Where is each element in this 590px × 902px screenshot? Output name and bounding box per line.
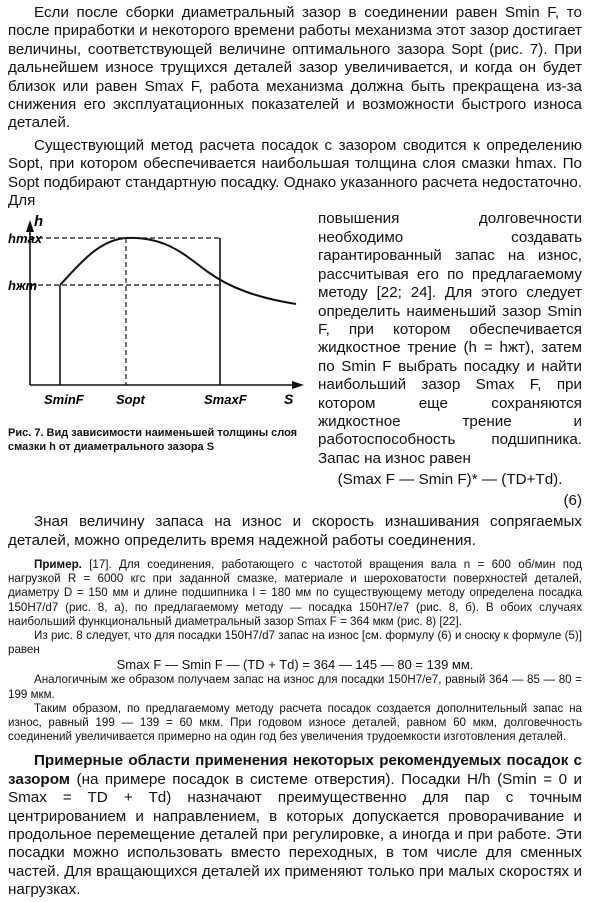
- h-curve: [60, 238, 296, 304]
- page: [8, 4, 582, 900]
- figure-7: [8, 210, 306, 509]
- example-paragraph-3: Аналогичным же образом получаем запас на износ для посадки 150H7/e7, равный 364 — 85 — 80 = 199 мкм.: [8, 673, 582, 701]
- paragraph-4-heading: Примерные области применения некоторых рекомендуемых посадок с зазором: [8, 752, 582, 788]
- text-column: [318, 210, 582, 509]
- paragraph-3: Зная величину запаса на износ и скорость изнашивания сопрягаемых деталей, можно определить время надежной работы соединения.: [8, 513, 582, 549]
- paragraph-1: Если после сборки диаметральный зазор в соединении равен Smin F, то после приработки и некоторого времени работы механизма этот зазор достигает величины, соответствующей величине оптимального зазора Sopt (рис. 7). При дальнейшем износе трущихся деталей зазор увеличивается, и когда он будет близок или равен Smax F, работа механизма должна быть прекращена из-за снижения его эксплуатационных показателей и возможности быстрого износа деталей.: [8, 4, 582, 132]
- figure-row: [8, 210, 582, 509]
- equation-number: (6): [563, 492, 582, 510]
- example-label: Пример.: [34, 557, 82, 571]
- label-smaxf: SmaxF: [204, 392, 247, 408]
- paragraph-2-continued: повышения долговечности необходимо создавать гарантированный запас на износ, рассчитывая его по предлагаемому методу [22; 24]. Для этого следует определить наименьший зазор Smin F, при котором обеспечивается жидкостное трение (h = hжт), затем по Smin F выбрать посадку и найти наибольший зазор Smax F, при котором еще сохраняются жидкостное трение и работоспособность подшипника. Запас на износ равен: [318, 210, 582, 467]
- example-paragraph: [8, 558, 582, 629]
- x-axis-label: S: [284, 391, 294, 408]
- paragraph-2: Существующий метод расчета посадок с зазором сводится к определению Sopt, при котором обеспечивается наибольшая толщина слоя смазки hmax. По Sopt подбирают стандартную посадку. Однако указанного расчета недостаточно. Для: [8, 136, 582, 210]
- label-sopt: Sopt: [116, 392, 145, 408]
- label-hzht: hжт: [8, 278, 38, 294]
- example-paragraph-2: Из рис. 8 следует, что для посадки 150H7/d7 запас на износ [см. формулу (6) и сноску к формуле (5)] равен: [8, 628, 582, 657]
- paragraph-4-text: (на примере посадок в системе отверстия). Посадки H/h (Smin = 0 и Smax = TD + Td) назначают преимущественно для пар с точным центрированием и направлением, в которых допускается проворачивание и продольное перемещение деталей при регулировке, а иногда и при работе. Эти посадки можно использовать вместо переходных, в том числе для сменных частей. Для вращающихся деталей их применяют только при малых скоростях и нагрузках.: [8, 770, 582, 899]
- paragraph-4: [8, 752, 582, 899]
- figure-caption: Рис. 7. Вид зависимости наименьшей толщины слоя смазки h от диаметрального зазора S: [8, 427, 298, 453]
- figure-7-graph: [8, 210, 306, 420]
- example-formula: Smax F — Smin F — (TD + Td) = 364 — 145 — 80 = 139 мм.: [116, 657, 474, 673]
- label-sminf: SminF: [44, 392, 84, 408]
- y-axis-label: h: [34, 213, 44, 231]
- x-axis-arrow: [292, 381, 304, 389]
- example-paragraph-4: Таким образом, по предлагаемому методу расчета посадок создается дополнительный запас на износ, равный 199 — 139 = 60 мкм. При годовом износе деталей, равном 60 мкм, долговечность соединений увеличивается примерно на один год без увеличения трудоемкости изготовления деталей.: [8, 701, 582, 744]
- example-text: [17]. Для соединения, работающего с частотой вращения вала n = 600 об/мин под нагрузкой R = 6000 кгс при заданной смазке, материале и шероховатости поверхностей деталей, диаметру D = 150 мм и длине подшипника l = 180 мм по существующему методу определена посадка 150H7/d7 (рис. 8, а), по предлагаемому методу — посадка 150H7/e7 (рис. 8, б). В обоих случаях наибольший функциональный диаметральный зазор Smax F = 364 мкм (рис. 8) [22].: [8, 557, 582, 628]
- formula-6: (Smax F — Smin F)* — (TD+Td).: [337, 471, 563, 489]
- label-hmax: hmax: [8, 231, 42, 247]
